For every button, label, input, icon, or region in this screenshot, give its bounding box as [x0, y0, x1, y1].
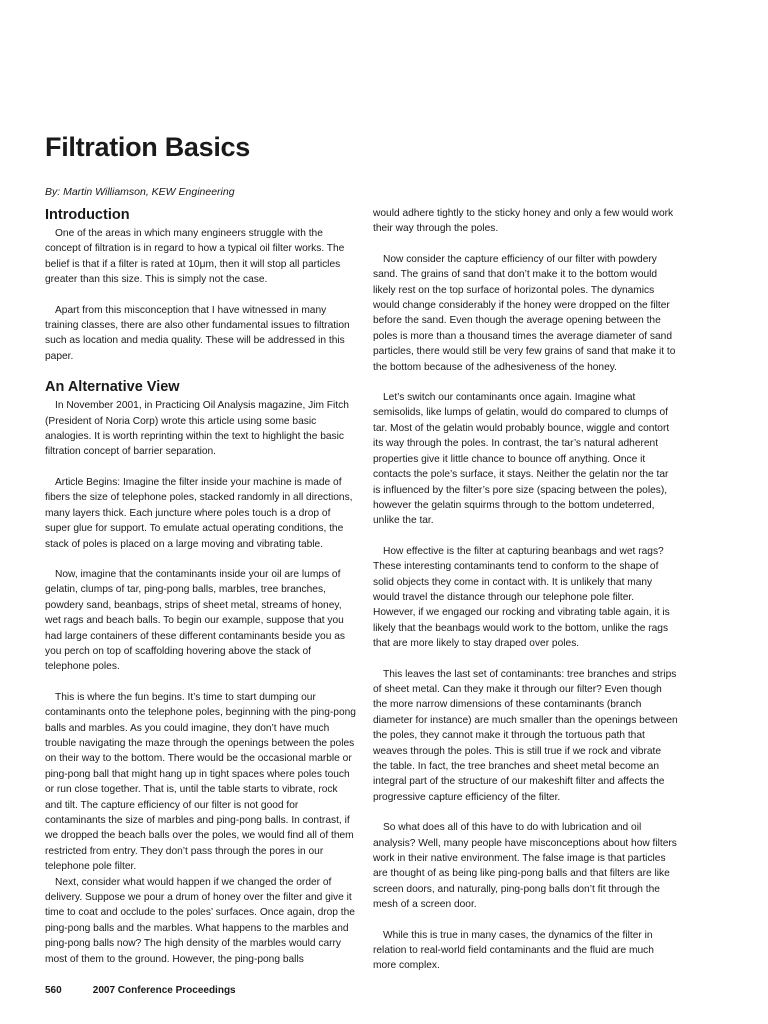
- publication-name: 2007 Conference Proceedings: [92, 985, 236, 996]
- page-title: Filtration Basics: [45, 132, 250, 162]
- paragraph-intro-1: One of the areas in which many engineers struggle with the concept of filtration is in regard to how a typical oil filter works. The belief is that if a filter is rated at 10μm, then it will stop all particles greater than this size. This is simply not the case.: [45, 228, 345, 286]
- paragraph-right-6: So what does all of this have to do with lubrication and oil analysis? Well, many people have misconceptions about how filters work in their native environment. The false image is that particles are thought of as being like ping-pong balls and that filters are like screen doors, and naturally, ping-pong balls don’t fit through the mesh of a screen door.: [373, 822, 677, 911]
- paragraph-right-4: How effective is the filter at capturing beanbags and wet rags? These interesting contaminants tend to conform to the shape of solid objects they come in contact with. It is unlikely that many would travel the distance through our telephone pole filter. However, if we engaged our rocking and vibrating table again, it is likely that the beanbags would work to the bottom, unlike the rags that are more likely to stay draped over poles.: [373, 545, 670, 650]
- byline: By: Martin Williamson, KEW Engineering: [45, 186, 235, 198]
- page-number: 560: [45, 985, 62, 996]
- paragraph-alt-3: Now, imagine that the contaminants inside your oil are lumps of gelatin, clumps of tar, ping-pong balls, marbles, tree branches, powdery sand, beanbags, strips of sheet metal, streams of honey, wet rags and beach balls. To begin our example, suppose that you had large containers of these different contaminants beside you as you perch on top of scaffolding hovering above the stack of telephone poles.: [45, 568, 345, 673]
- paragraph-right-2: Now consider the capture efficiency of our filter with powdery sand. The grains of sand that don’t make it to the bottom would likely rest on the top surface of horizontal poles. The dynamics would change considerably if the honey were dropped on the filter before the sand. Even though the average opening between the poles is more than a thousand times the average diameter of sand particles, there would still be very few grains of sand that make it to the bottom because of the adhesiveness of the honey.: [373, 253, 676, 373]
- paragraph-right-1: would adhere tightly to the sticky honey and only a few would work their way through the poles.: [373, 208, 674, 235]
- left-column: [45, 206, 357, 967]
- paragraph-alt-5: Next, consider what would happen if we changed the order of delivery. Suppose we pour a drum of honey over the filter and give it time to coat and occlude to the poles’ surfaces. Once again, drop the ping-pong balls and the marbles. What happens to the marbles and ping-pong balls now? The high density of the marbles would carry most of them to the ground. However, the ping-pong balls: [45, 876, 355, 965]
- paragraph-alt-1: In November 2001, in Practicing Oil Analysis magazine, Jim Fitch (President of Noria Corp) wrote this article using some basic analogies. It is worth reprinting within the text to highlight the basic filtration concept of barrier separation.: [45, 400, 349, 458]
- paragraph-right-7: While this is true in many cases, the dynamics of the filter in relation to real-world field contaminants and the fluid are much more complex.: [373, 929, 654, 972]
- paragraph-alt-4: This is where the fun begins. It’s time to start dumping our contaminants onto the telephone poles, beginning with the ping-pong balls and marbles. As you could imagine, they don’t have much trouble navigating the maze through the openings between the poles on their way to the bottom. There would be the occasional marble or ping-pong ball that might hang up in tight spaces where poles touch or run close together. That is, until the table starts to vibrate, rock and tilt. The capture efficiency of our filter is not good for contaminants the size of marbles and ping-pong balls. In contrast, if we dropped the beach balls over the poles, we would find all of them restricted from entry. They don’t pass through the pores in our telephone pole filter.: [45, 691, 356, 873]
- section-heading-alternative-view: An Alternative View: [45, 379, 180, 396]
- right-column: [373, 206, 678, 974]
- page-footer: [45, 985, 236, 996]
- paragraph-alt-2: Article Begins: Imagine the filter inside your machine is made of fibers the size of telephone poles, stacked randomly in all directions, many layers thick. Each juncture where poles touch is a drop of super glue for support. To emulate actual operating conditions, the stack of poles is placed on a large moving and vibrating table.: [45, 476, 353, 550]
- section-heading-introduction: Introduction: [45, 207, 130, 223]
- paragraph-right-5: This leaves the last set of contaminants: tree branches and strips of sheet metal. Can they make it through our filter? Even though the more narrow dimensions of these contaminants (branch diameter for instance) are much smaller than the openings between the poles, they cannot make it through the tortuous path that weaves through the poles. This is still true if we rock and vibrate the table. In fact, the tree branches and sheet metal become an integral part of the structure of our makeshift filter and affects the progressive capture efficiency of the filter.: [373, 668, 678, 803]
- paragraph-right-3: Let’s switch our contaminants once again. Imagine what semisolids, like lumps of gelatin, would do compared to clumps of tar. Most of the gelatin would probably bounce, wiggle and contort its way through the poles. In contrast, the tar’s natural adherent properties give it little chance to bounce off anything. Once it contacts the pole’s surface, it stays. Neither the gelatin nor the tar is influenced by the filter’s pore size (spacing between the poles), however the gelatin squirms through to the bottom undeterred, unlike the tar.: [373, 392, 670, 527]
- paragraph-intro-2: Apart from this misconception that I have witnessed in many training classes, there are also other fundamental issues to filtration such as location and media quality. These will be addressed in this paper.: [45, 304, 350, 362]
